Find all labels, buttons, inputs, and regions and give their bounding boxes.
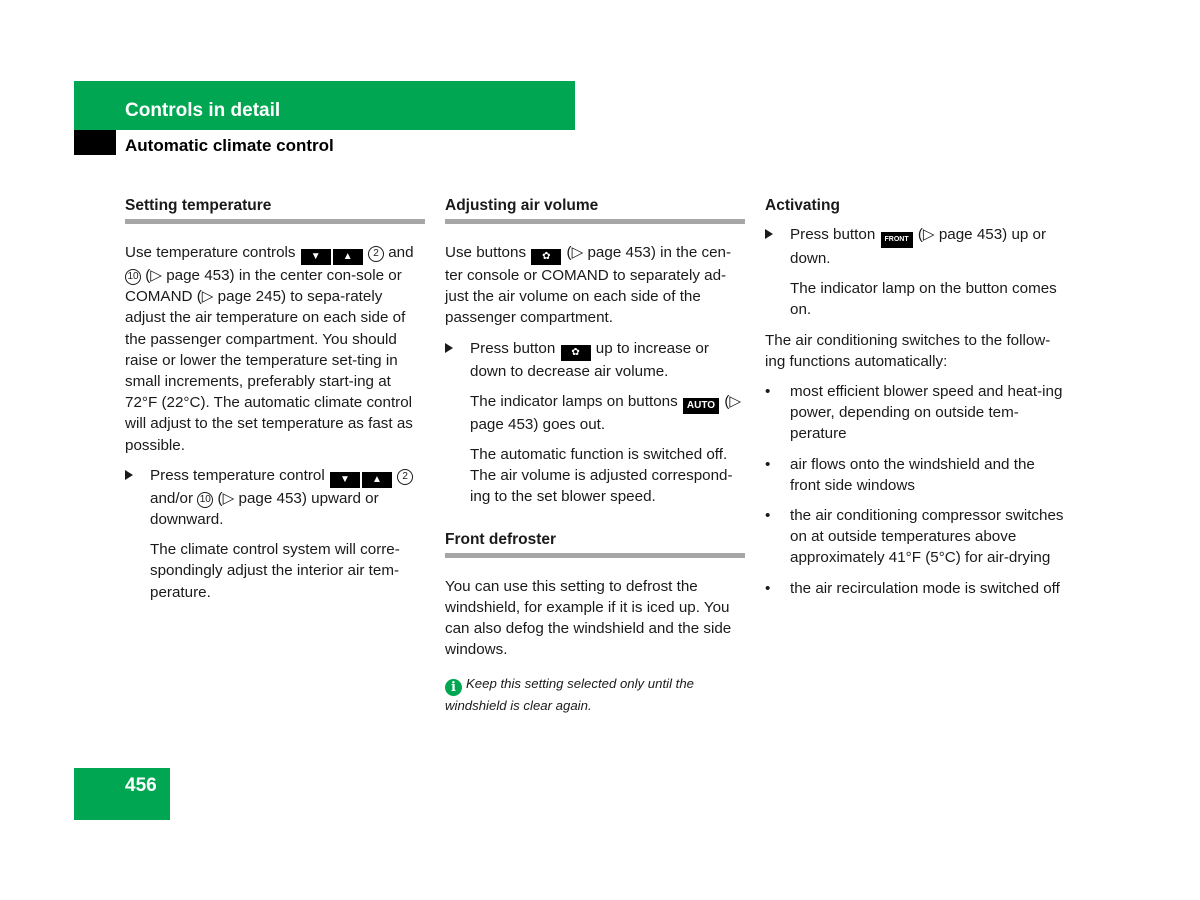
callout-2-icon: 2 [397,469,413,485]
bullet-dot-icon: • [765,579,771,597]
text: and [388,244,414,261]
heading-rule [125,219,425,224]
result-text: The indicator lamp on the button comes on. [790,280,1057,319]
temp-down-button-icon: ▼ [301,249,331,265]
text: (▷ page 453) in the center con-sole or COMAND (▷ page 245) to sepa-rately adjust the air temperature on each side of the passenger compartment. You should raise or lower the temperature set-ting in small increments, preferably start-ing at 72°F (22°C). The automatic climate control will adjust to the set temperature as fast as possible. [125,267,413,454]
callout-10-icon: 10 [125,269,141,285]
text: (▷ page 453) up or down. [790,226,1047,267]
text: the air conditioning compressor switches on at outside temperatures above approximately 41°F (5°C) for air-drying [790,507,1064,567]
text: and/or [150,489,194,507]
info-note [445,674,745,715]
bullet-dot-icon: • [765,507,771,525]
list-item [765,454,1065,496]
text: Press button [790,226,876,243]
auto-button-icon: AUTO [683,398,719,414]
text: Press temperature control [150,466,325,484]
spacer [765,216,1065,224]
fan-icon: ✿ [561,345,591,361]
page-subtitle: Automatic climate control [125,136,334,155]
text: most efficient blower speed and heat-ing power, depending on outside tem-perature [790,383,1063,443]
text: (▷ page 453) upward or downward. [150,489,379,529]
fan-icon: ✿ [531,249,561,265]
heading-activating: Activating [765,197,840,214]
arrow-bullet-icon [445,343,453,353]
text: Use temperature controls [125,244,296,261]
instruction-step [125,465,425,530]
temp-up-button-icon: ▲ [333,249,363,265]
text: up to increase or down to decrease air volume. [470,339,709,380]
heading-setting-temperature: Setting temperature [125,197,272,214]
instruction-step [765,224,1065,269]
arrow-bullet-icon [765,229,773,239]
bullet-dot-icon: • [765,383,771,401]
text: Use buttons [445,244,527,261]
instruction-step [445,338,745,382]
front-defroster-button-icon: FRONT [881,232,913,248]
text: (▷ page 453) goes out. [470,392,742,433]
paragraph [445,242,745,329]
column-activating [765,196,1065,608]
text: air flows onto the windshield and the front side windows [790,455,1035,494]
heading-rule [445,219,745,224]
paragraph: You can use this setting to defrost the windshield, for example if it is iced up. You can also defog the windshield and the side windows. [445,577,732,659]
heading-adjusting-air-volume: Adjusting air volume [445,197,599,214]
list-item [765,578,1065,599]
list-item [765,381,1065,445]
result-text: The climate control system will corre-spondingly adjust the interior air tem-perature. [150,541,400,601]
note-text: Keep this setting selected only until the windshield is clear again. [445,676,694,714]
heading-rule [445,553,745,558]
text: The indicator lamps on buttons [470,392,678,410]
callout-2-icon: 2 [368,246,384,262]
column-air-volume [445,196,745,715]
text: Press button [470,339,556,357]
paragraph [125,242,425,456]
header-tab-marker [74,130,116,155]
heading-front-defroster: Front defroster [445,530,557,548]
callout-10-icon: 10 [197,492,213,508]
list-item [765,505,1065,569]
text: the air recirculation mode is switched off [790,579,1060,597]
section-title: Controls in detail [125,100,281,121]
paragraph: The air conditioning switches to the follow-ing functions automatically: [765,331,1051,370]
temp-up-button-icon: ▲ [362,472,392,488]
page-number: 456 [125,775,157,796]
result-text [445,391,745,435]
info-icon: i [445,679,462,696]
temp-down-button-icon: ▼ [330,472,360,488]
result-text: The automatic function is switched off. The air volume is adjusted correspond-ing to the set blower speed. [470,446,733,506]
bullet-dot-icon: • [765,455,771,473]
arrow-bullet-icon [125,470,133,480]
column-setting-temperature [125,196,425,612]
text: (▷ page 453) in the cen-ter console or COMAND to separately ad-just the air volume on each side of the passenger compartment. [445,244,732,327]
